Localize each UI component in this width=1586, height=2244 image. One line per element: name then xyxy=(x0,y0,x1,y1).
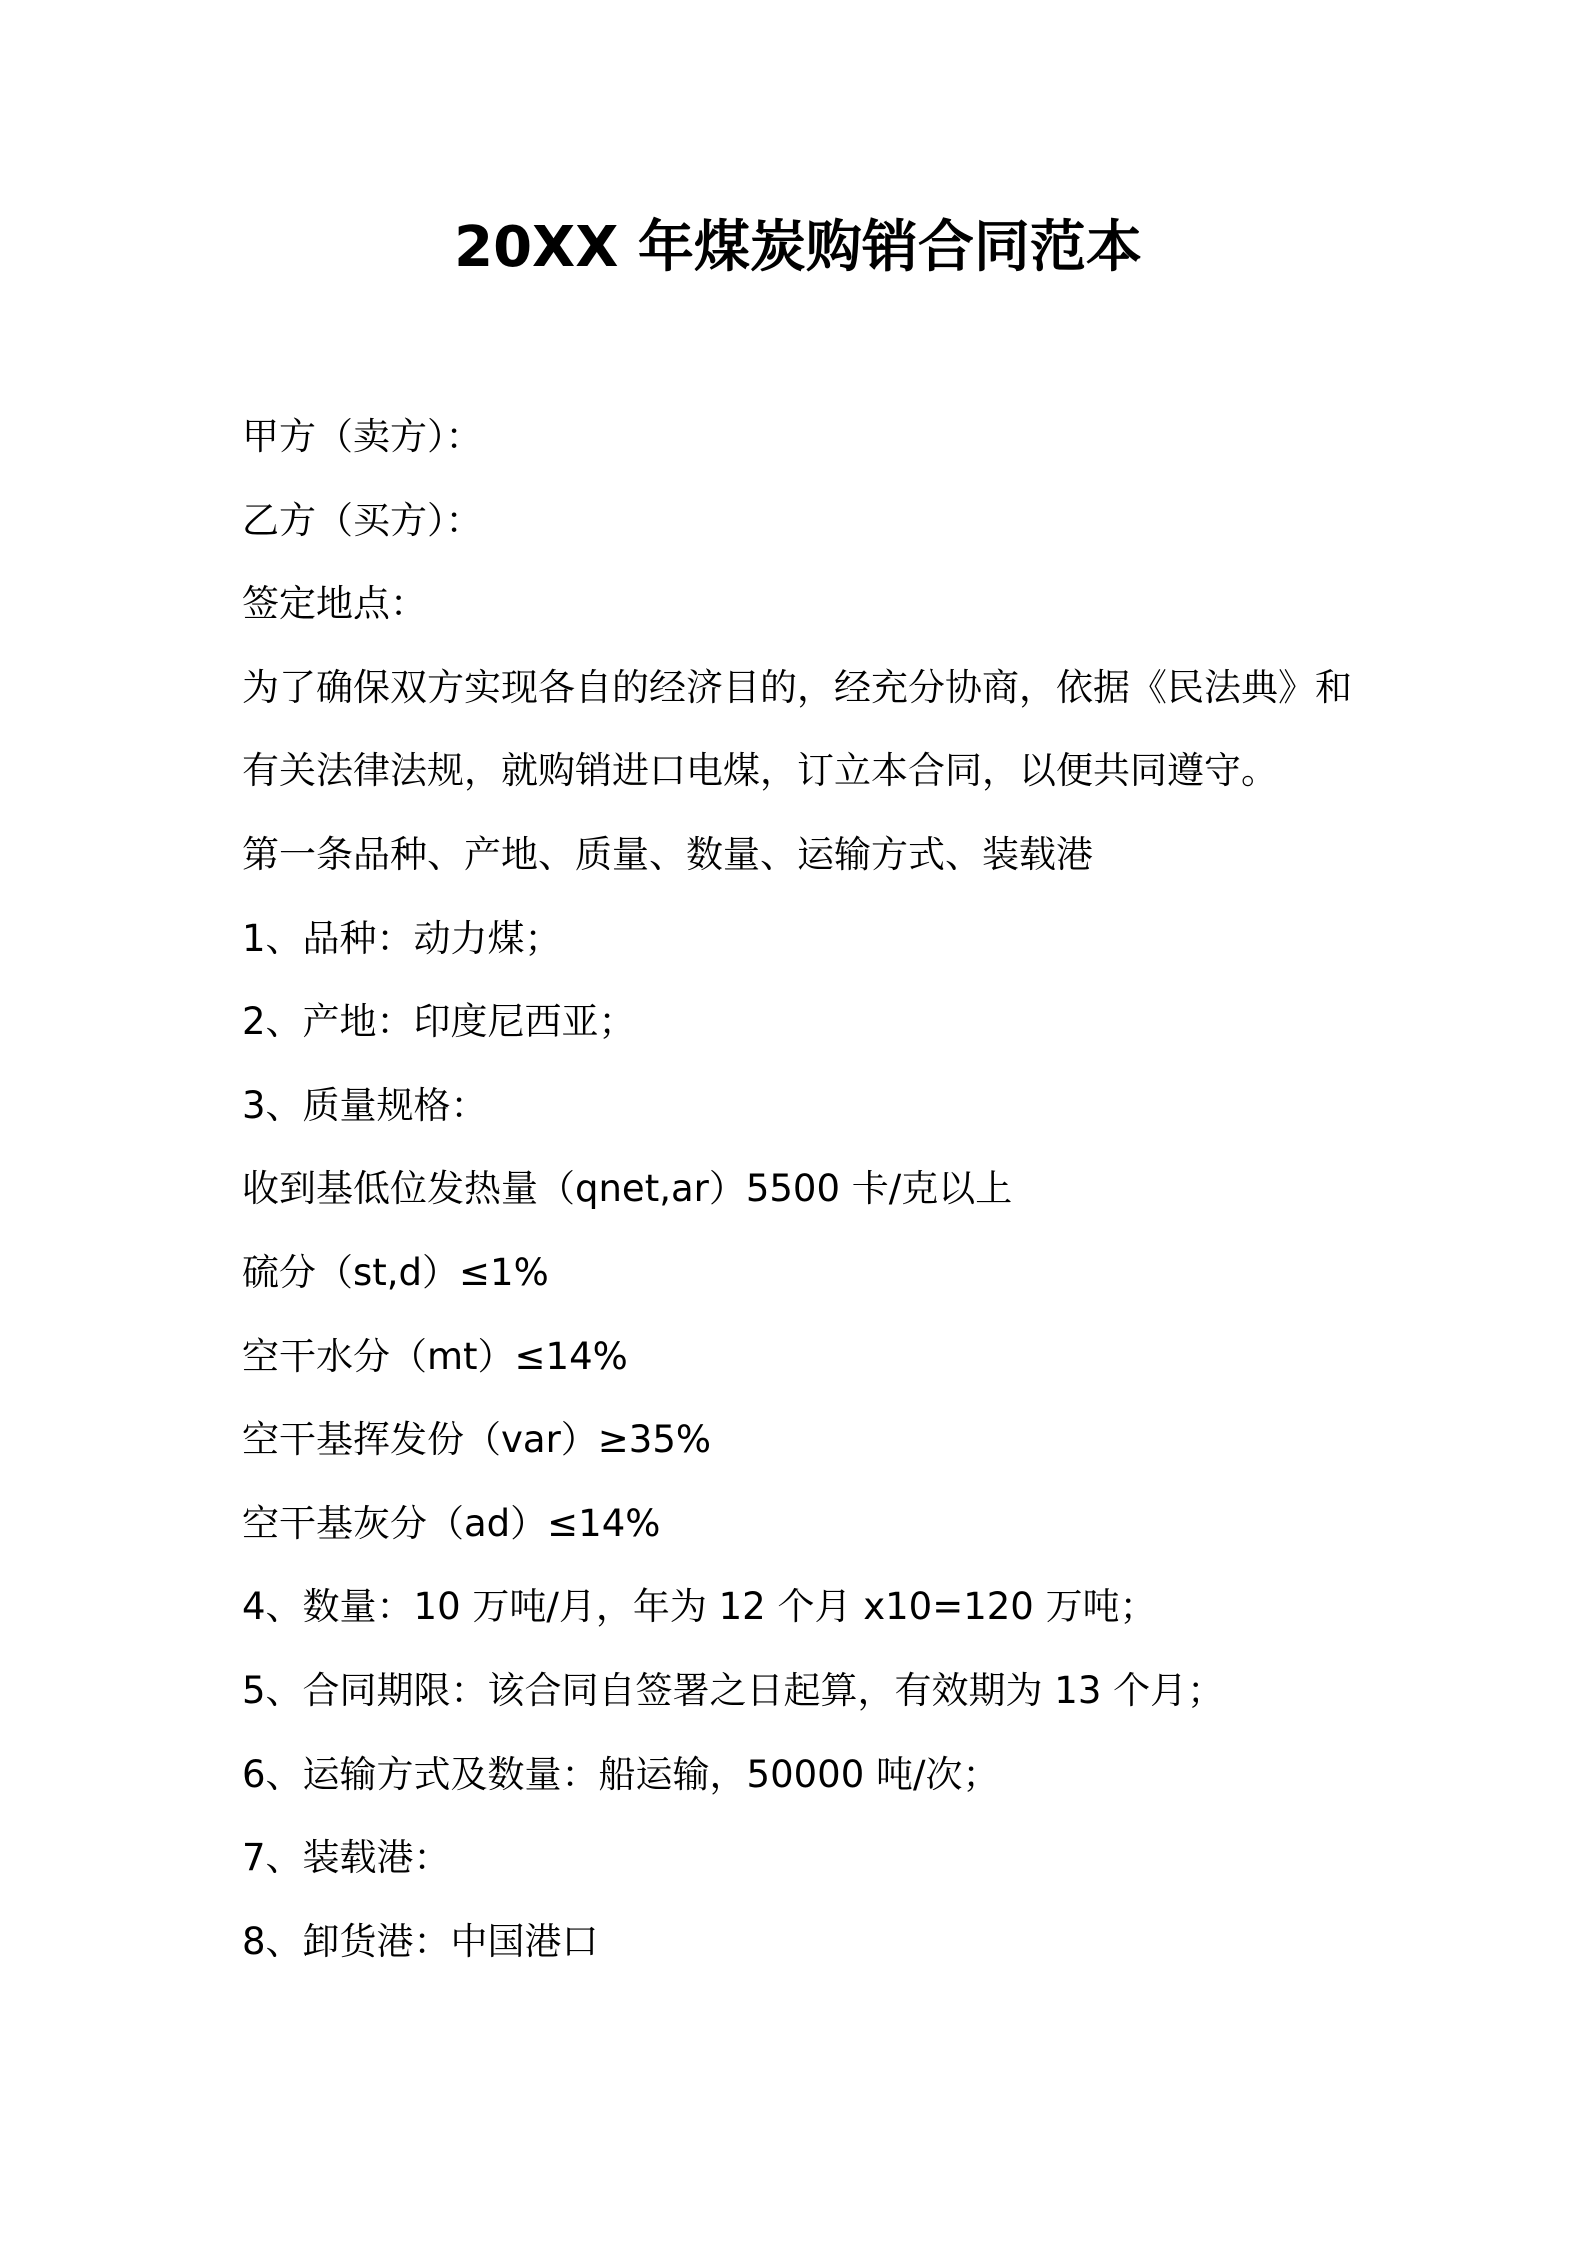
spec-sulfur: 硫分（st,d）≤1% xyxy=(242,1250,549,1294)
clause-contract-term: 5、合同期限：该合同自签署之日起算，有效期为 13 个月； xyxy=(242,1668,1225,1712)
article-one-heading: 第一条品种、产地、质量、数量、运输方式、装载港 xyxy=(242,832,1093,876)
spec-volatile: 空干基挥发份（var）≥35% xyxy=(242,1418,712,1462)
clause-loading-port: 7、装载港： xyxy=(242,1836,451,1880)
clause-quality-spec: 3、质量规格： xyxy=(242,1083,488,1127)
clause-unloading-port: 8、卸货港：中国港口 xyxy=(242,1919,599,1963)
preamble-line-1: 为了确保双方实现各自的经济目的，经充分协商，依据《民法典》和 xyxy=(242,665,1352,709)
clause-transport: 6、运输方式及数量：船运输，50000 吨/次； xyxy=(242,1752,1000,1796)
document-body xyxy=(242,395,1542,1983)
party-b-line: 乙方（买方）： xyxy=(242,498,483,542)
spec-calorific-value: 收到基低位发热量（qnet,ar）5500 卡/克以上 xyxy=(242,1167,1013,1211)
clause-origin: 2、产地：印度尼西亚； xyxy=(242,1000,636,1044)
signing-place-line: 签定地点： xyxy=(242,582,427,626)
spec-moisture: 空干水分（mt）≤14% xyxy=(242,1334,628,1378)
party-a-line: 甲方（卖方）： xyxy=(242,415,483,458)
preamble-line-2: 有关法律法规，就购销进口电煤，订立本合同，以便共同遵守。 xyxy=(242,749,1278,793)
clause-variety: 1、品种：动力煤； xyxy=(242,916,562,960)
document-title: 20XX 年煤炭购销合同范本 xyxy=(454,215,1142,280)
spec-ash: 空干基灰分（ad）≤14% xyxy=(242,1501,661,1545)
clause-quantity: 4、数量：10 万吨/月，年为 12 个月 x10=120 万吨； xyxy=(242,1585,1157,1629)
